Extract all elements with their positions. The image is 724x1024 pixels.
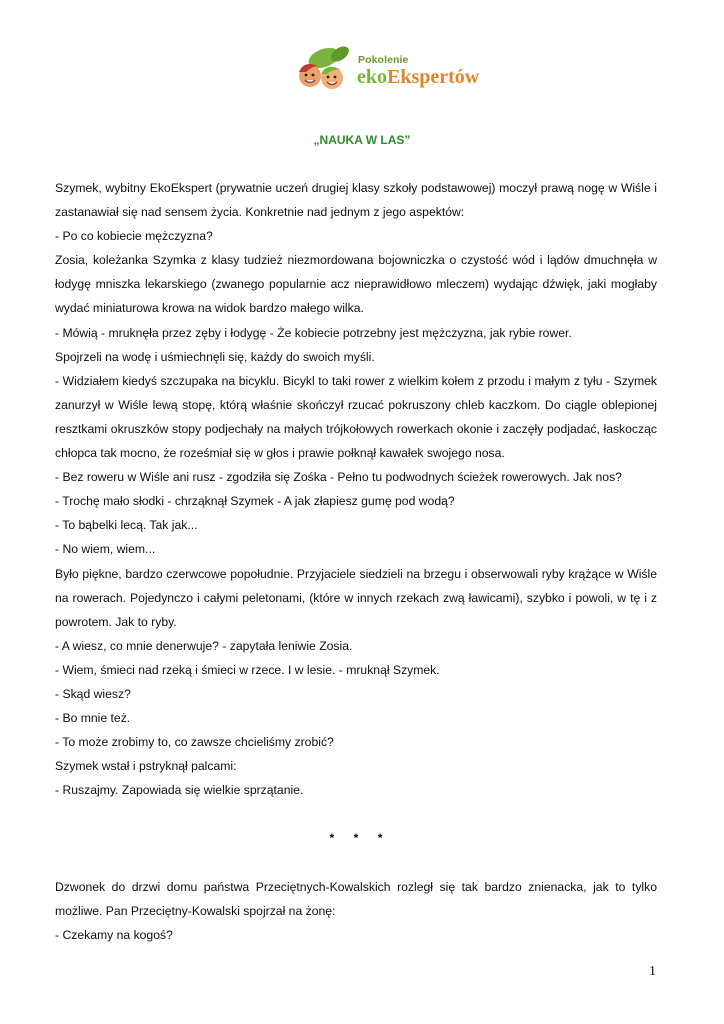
logo-kids-icon bbox=[294, 44, 358, 96]
paragraph: - Bez roweru w Wiśle ani rusz - zgodziła się Zośka - Pełno tu podwodnych ścieżek rowerowych. Jak nos? bbox=[55, 470, 622, 485]
paragraph: - To może zrobimy to, co zawsze chcieliśmy zrobić? bbox=[55, 735, 334, 750]
paragraph: - Trochę mało słodki - chrząknął Szymek - A jak złapiesz gumę pod wodą? bbox=[55, 494, 455, 509]
paragraph: Było piękne, bardzo czerwcowe popołudnie. Przyjaciele siedzieli na brzegu i obserwowali ryby krążące w Wiśle na rowerach. Pojedynczo i całymi peletonami, (które w innych rzekach zwą ławicami), szybko i powoli, w tę i z powrotem. Jak to ryby. bbox=[55, 566, 657, 629]
paragraph: Szymek, wybitny EkoEkspert (prywatnie uczeń drugiej klasy szkoły podstawowej) moczył prawą nogę w Wiśle i zastanawiał się nad sensem życia. Konkretnie nad jednym z jego aspektów: bbox=[55, 181, 657, 220]
paragraph: - Czekamy na kogoś? bbox=[55, 927, 173, 942]
page-number: 1 bbox=[649, 964, 656, 979]
paragraph: Dzwonek do drzwi domu państwa Przeciętnych-Kowalskich rozległ się tak bardzo znienacka, jak to tylko możliwe. Pan Przeciętny-Kowalski spojrzał na żonę: bbox=[55, 879, 657, 918]
paragraph: Spojrzeli na wodę i uśmiechnęli się, każdy do swoich myśli. bbox=[55, 349, 375, 364]
paragraph: - Mówią - mruknęła przez zęby i łodygę - Że kobiecie potrzebny jest mężczyzna, jak rybie rower. bbox=[55, 325, 572, 340]
story-body bbox=[55, 176, 657, 947]
paragraph: - Wiem, śmieci nad rzeką i śmieci w rzece. I w lesie. - mruknął Szymek. bbox=[55, 662, 440, 677]
paragraph: - To bąbelki lecą. Tak jak... bbox=[55, 518, 198, 533]
section-separator: * * * bbox=[329, 831, 391, 846]
paragraph: - Bo mnie też. bbox=[55, 711, 131, 726]
paragraph: Zosia, koleżanka Szymka z klasy tudzież niezmordowana bojowniczka o czystość wód i lądów dmuchnęła w łodygę mniszka lekarskiego (zwanego popularnie acz nieprawidłowo mleczem) wydając dźwięk, jaki mogłaby wydać miniaturowa krowa na widok bardzo małego wilka. bbox=[55, 253, 657, 316]
logo-main-text bbox=[357, 66, 479, 88]
document-title: „NAUKA W LAS” bbox=[313, 133, 411, 147]
paragraph: - Widziałem kiedyś szczupaka na bicyklu. Bicykl to taki rower z wielkim kołem z przodu i małym z tyłu - Szymek zanurzył w Wiśle lewą stopę, którą właśnie skończył rzucać pokruszony chleb kaczkom. Do ciągle oblepionej resztkami okruszków stopy podjechały na małych trójkołowych rowerkach okonie i zaczęły podjadać, łaskocząc chłopca tak mocno, że roześmiał się w głos i prawie połknął kawałek swojego nosa. bbox=[55, 373, 657, 461]
logo bbox=[294, 44, 514, 96]
paragraph: - Ruszajmy. Zapowiada się wielkie sprzątanie. bbox=[55, 783, 304, 798]
paragraph: - No wiem, wiem... bbox=[55, 542, 156, 557]
logo-top-text: Pokolenie bbox=[358, 54, 409, 66]
logo-eko: eko bbox=[357, 66, 387, 88]
paragraph: - Skąd wiesz? bbox=[55, 686, 131, 701]
paragraph: Szymek wstał i pstryknął palcami: bbox=[55, 759, 237, 774]
logo-ekspertow: Ekspertów bbox=[387, 66, 480, 88]
paragraph: - A wiesz, co mnie denerwuje? - zapytała leniwie Zosia. bbox=[55, 638, 353, 653]
paragraph: - Po co kobiecie mężczyzna? bbox=[55, 229, 213, 244]
